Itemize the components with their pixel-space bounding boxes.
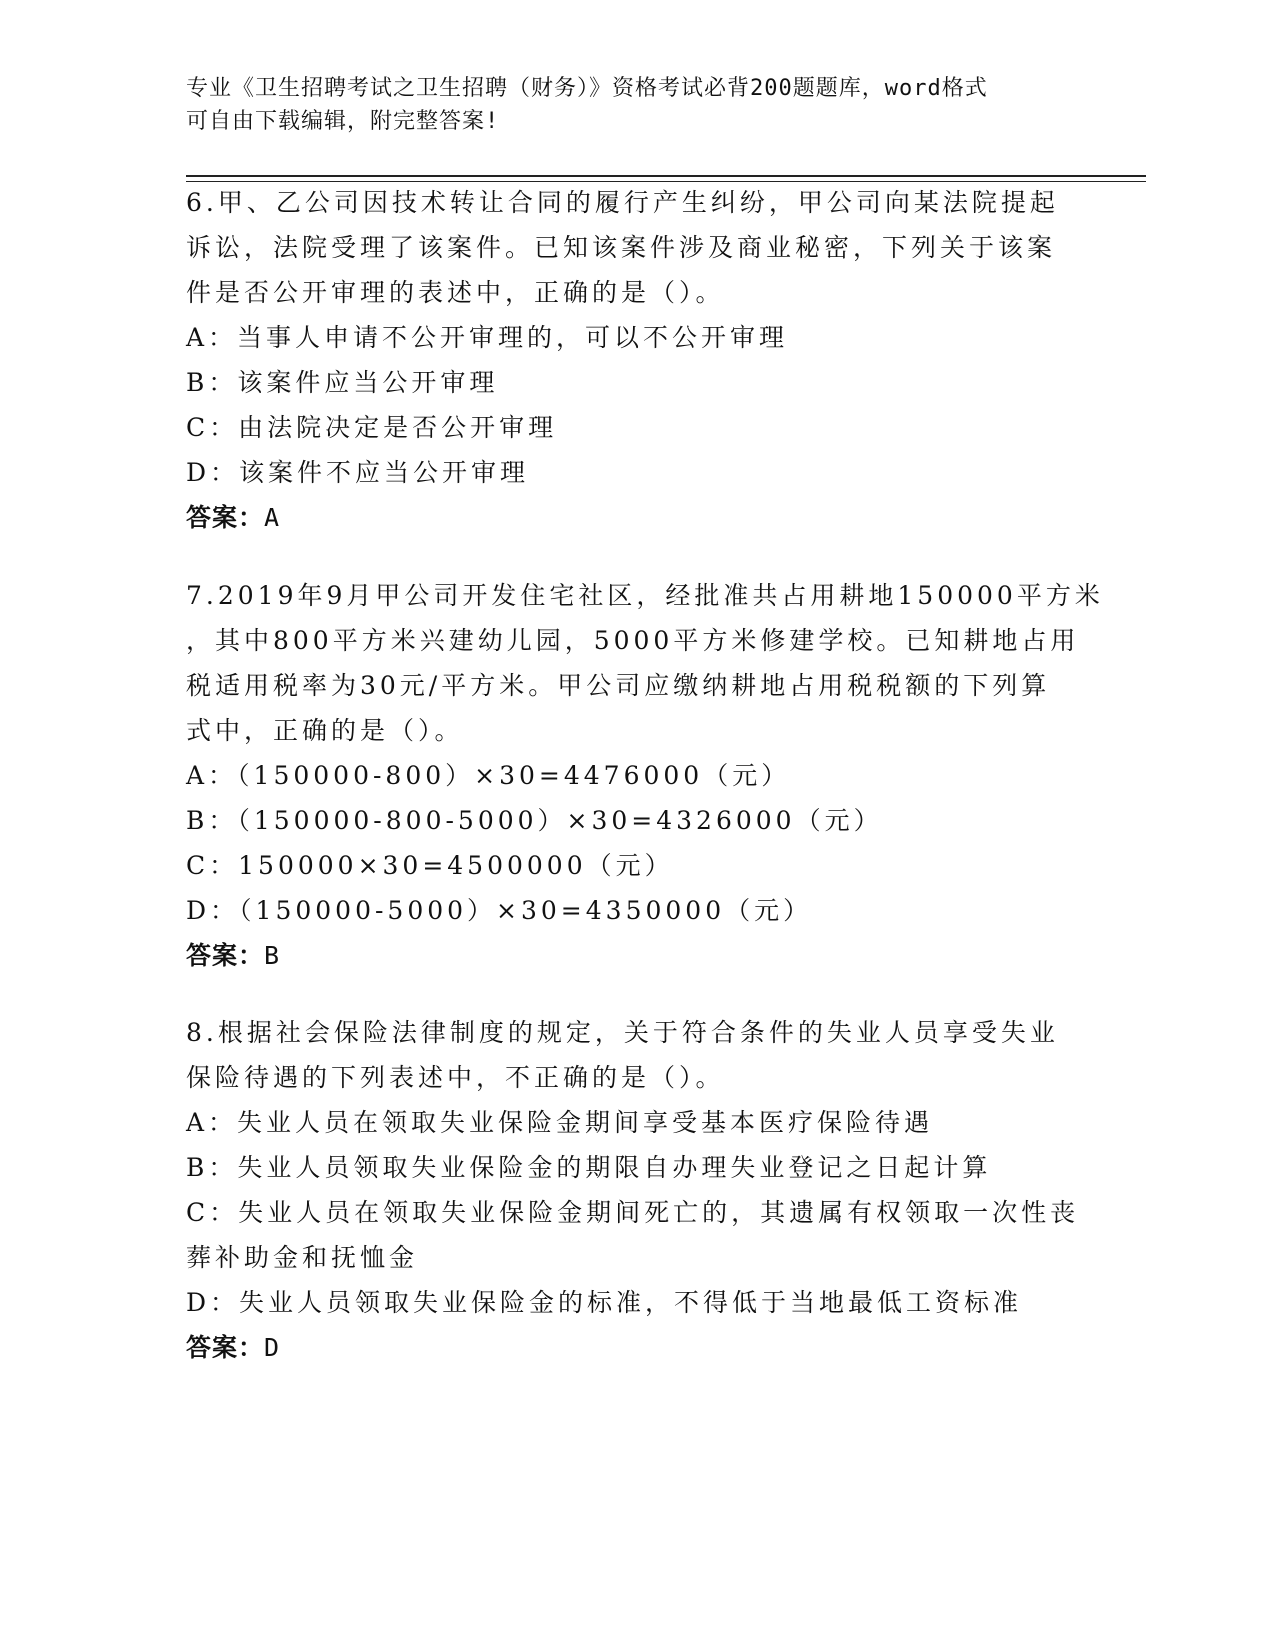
option-b: B：该案件应当公开审理 [186, 368, 499, 397]
header-divider-thick [186, 175, 1146, 177]
option-c-continued: 葬补助金和抚恤金 [186, 1243, 419, 1272]
question-stem-line: ，其中800平方米兴建幼儿园，5000平方米修建学校。已知耕地占用 [186, 626, 1080, 655]
option-d: D：失业人员领取失业保险金的标准，不得低于当地最低工资标准 [186, 1288, 1023, 1317]
answer [186, 495, 1086, 540]
answer-label: 答案： [186, 941, 265, 970]
option-a: A：当事人申请不公开审理的，可以不公开审理 [186, 323, 789, 352]
option-a: A：（150000-800）×30=4476000（元） [186, 761, 791, 790]
answer-value: A [264, 503, 281, 532]
question-7 [186, 573, 1104, 978]
option-d: D：该案件不应当公开审理 [186, 458, 530, 487]
question-6 [186, 180, 1086, 540]
option-b: B：（150000-800-5000）×30=4326000（元） [186, 806, 883, 835]
option-c: C：150000×30=4500000（元） [186, 851, 674, 880]
question-stem-line: 保险待遇的下列表述中，不正确的是（）。 [186, 1063, 725, 1092]
question-8 [186, 1010, 1086, 1370]
answer-label: 答案： [186, 1333, 265, 1362]
option-c: C：失业人员在领取失业保险金期间死亡的，其遗属有权领取一次性丧 [186, 1198, 1080, 1227]
option-a: A：失业人员在领取失业保险金期间享受基本医疗保险待遇 [186, 1108, 934, 1137]
answer [186, 1325, 1086, 1370]
question-stem-line: 7.2019年9月甲公司开发住宅社区，经批准共占用耕地150000平方米 [186, 581, 1104, 610]
option-b: B：失业人员领取失业保险金的期限自办理失业登记之日起计算 [186, 1153, 992, 1182]
question-stem-line: 式中，正确的是（）。 [186, 716, 464, 745]
answer [186, 933, 1086, 978]
header-line-1: 专业《卫生招聘考试之卫生招聘（财务）》资格考试必背200题题库，word格式 [186, 76, 988, 101]
question-stem-line: 8.根据社会保险法律制度的规定，关于符合条件的失业人员享受失业 [186, 1018, 1059, 1047]
answer-value: B [264, 941, 281, 970]
answer-value: D [264, 1333, 281, 1362]
question-stem-line: 6.甲、乙公司因技术转让合同的履行产生纠纷，甲公司向某法院提起 [186, 188, 1059, 217]
question-stem-line: 件是否公开审理的表述中，正确的是（）。 [186, 278, 725, 307]
answer-label: 答案： [186, 503, 265, 532]
question-stem-line: 诉讼，法院受理了该案件。已知该案件涉及商业秘密，下列关于该案 [186, 233, 1057, 262]
document-header [186, 72, 1066, 138]
option-d: D：（150000-5000）×30=4350000（元） [186, 896, 813, 925]
question-stem-line: 税适用税率为30元/平方米。甲公司应缴纳耕地占用税税额的下列算 [186, 671, 1051, 700]
header-line-2: 可自由下载编辑，附完整答案! [186, 109, 500, 134]
option-c: C：由法院决定是否公开审理 [186, 413, 558, 442]
